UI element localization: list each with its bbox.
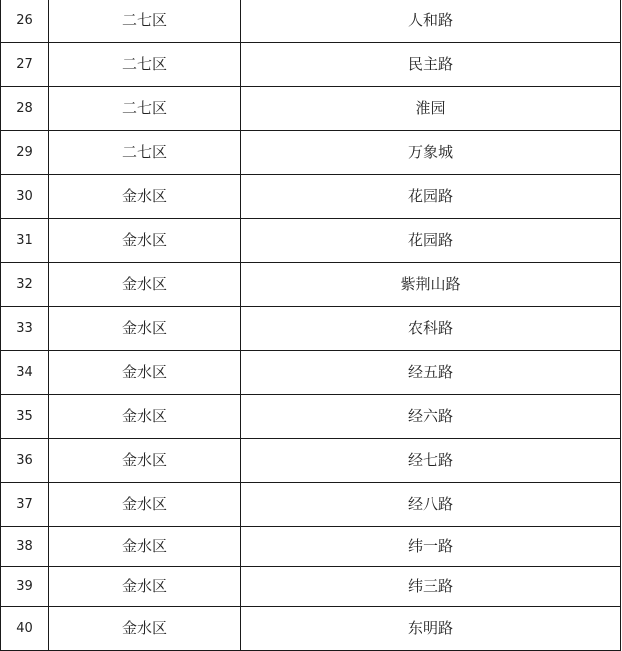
district-cell: 金水区 [49,219,241,263]
row-number: 30 [1,175,49,219]
district-cell: 金水区 [49,607,241,651]
district-cell: 金水区 [49,567,241,607]
road-cell: 淮园 [241,87,621,131]
road-cell: 纬一路 [241,527,621,567]
table-row [1,483,621,527]
road-cell: 农科路 [241,307,621,351]
table-row [1,87,621,131]
row-number: 27 [1,43,49,87]
row-number: 26 [1,0,49,43]
row-number: 34 [1,351,49,395]
district-cell: 金水区 [49,307,241,351]
row-number: 39 [1,567,49,607]
road-cell: 经八路 [241,483,621,527]
district-cell: 二七区 [49,87,241,131]
road-cell: 经六路 [241,395,621,439]
district-cell: 金水区 [49,395,241,439]
table-row [1,395,621,439]
table-row [1,219,621,263]
road-cell: 万象城 [241,131,621,175]
row-number: 38 [1,527,49,567]
table-row [1,307,621,351]
table-row [1,439,621,483]
road-cell: 经七路 [241,439,621,483]
row-number: 37 [1,483,49,527]
road-cell: 紫荆山路 [241,263,621,307]
table-row [1,0,621,43]
road-cell: 人和路 [241,0,621,43]
district-cell: 二七区 [49,43,241,87]
table-row [1,567,621,607]
table-row [1,607,621,651]
district-cell: 金水区 [49,351,241,395]
row-number: 28 [1,87,49,131]
road-cell: 花园路 [241,219,621,263]
table-row [1,527,621,567]
table-row [1,175,621,219]
table-row [1,43,621,87]
road-cell: 经五路 [241,351,621,395]
district-cell: 金水区 [49,263,241,307]
road-cell: 纬三路 [241,567,621,607]
road-cell: 花园路 [241,175,621,219]
row-number: 32 [1,263,49,307]
table-row [1,351,621,395]
table-body [1,0,621,651]
district-cell: 金水区 [49,439,241,483]
district-cell: 金水区 [49,175,241,219]
row-number: 33 [1,307,49,351]
row-number: 31 [1,219,49,263]
road-cell: 东明路 [241,607,621,651]
row-number: 29 [1,131,49,175]
row-number: 40 [1,607,49,651]
district-cell: 二七区 [49,131,241,175]
district-cell: 二七区 [49,0,241,43]
row-number: 35 [1,395,49,439]
table-row [1,263,621,307]
row-number: 36 [1,439,49,483]
road-cell: 民主路 [241,43,621,87]
table-row [1,131,621,175]
district-cell: 金水区 [49,483,241,527]
district-cell: 金水区 [49,527,241,567]
